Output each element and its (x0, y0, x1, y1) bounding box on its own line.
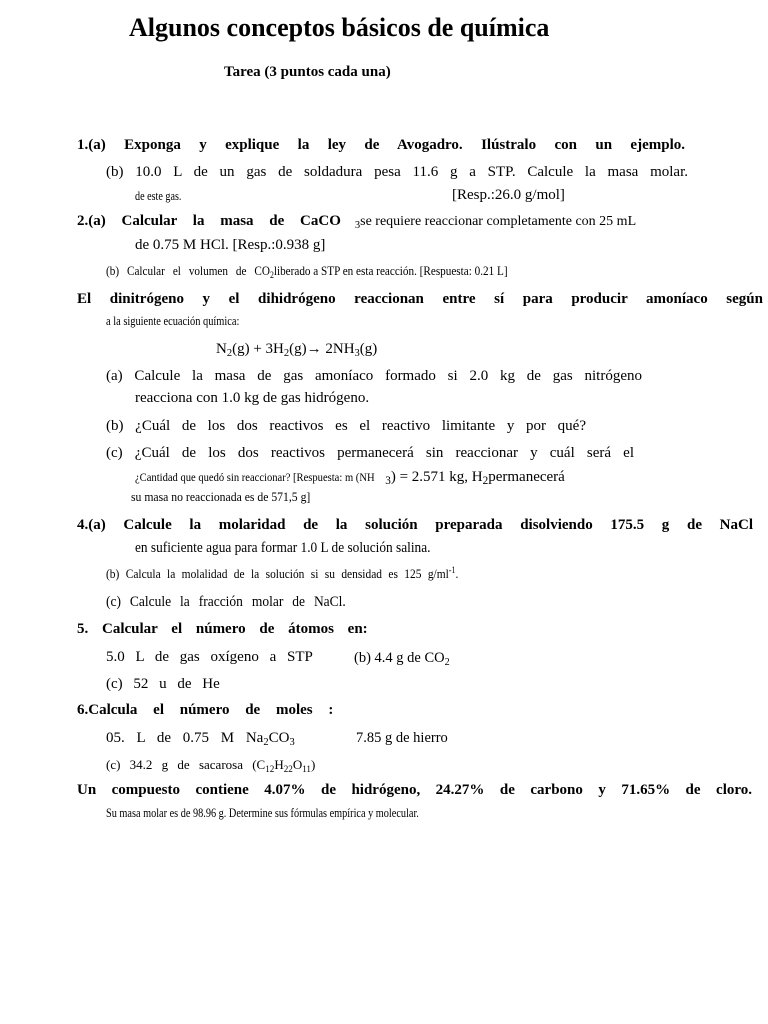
q5-part-c: (c) 52 u de He (106, 676, 220, 692)
q7-statement-cont: Su masa molar es de 98.96 g. Determine sus fórmulas empírica y molecular. (106, 805, 419, 820)
q3-part-a: (a) Calcule la masa de gas amoníaco formado si 2.0 kg de gas nitrógeno (106, 368, 642, 384)
q4-part-b: (b) Calcula la molalidad de la solución si su densidad es 125 $g/ml^{-1}$. (106, 565, 459, 581)
q6-title: 6.Calcula el número de moles : (77, 702, 334, 718)
q6-part-a: 05. L de 0.75 M $Na_2CO_3$ (106, 730, 295, 748)
q2-part-a: 2.(a) Calcular la masa de CaCO $_3$se requiere reaccionar completamente con 25 mL (77, 213, 637, 231)
q5-title: 5. Calcular el número de átomos en: (77, 621, 368, 637)
q1-part-a: 1.(a) Exponga y explique la ley de Avogadro. Ilústralo con un ejemplo. (77, 137, 685, 153)
q5-part-a: 5.0 L de gas oxígeno a STP (106, 649, 313, 665)
q3-part-a-cont: reacciona con 1.0 kg de gas hidrógeno. (135, 390, 370, 406)
q4-part-a: 4.(a) Calcule la molaridad de la solución preparada disolviendo 175.5 g de NaCl (77, 517, 753, 533)
q7-statement: Un compuesto contiene 4.07% de hidrógeno, 24.27% de carbono y 71.65% de cloro. (77, 782, 752, 798)
q3-part-c-answer-cont: su masa no reaccionada es de 571,5 g] (131, 489, 311, 504)
page-title: Algunos conceptos básicos de química (129, 13, 550, 42)
q3-part-b: (b) ¿Cuál de los dos reactivos es el reactivo limitante y por qué? (106, 418, 586, 434)
q5-part-b: (b) 4.4 g de $CO_2$ (354, 650, 450, 668)
q4-part-a-cont: en suficiente agua para formar 1.0 L de solución salina. (135, 540, 431, 556)
q4-part-c: (c) Calcule la fracción molar de NaCl. (106, 594, 346, 610)
q3-part-c: (c) ¿Cuál de los dos reactivos permanecerá sin reaccionar y cuál será el (106, 445, 634, 461)
q6-part-c: (c) 34.2 g de sacarosa $(C_{12}H_{22}O_{11})$ (106, 757, 316, 774)
q3-intro: El dinitrógeno y el dihidrógeno reaccionan entre sí para producir amoníaco según (77, 291, 763, 307)
q6-part-b: 7.85 g de hierro (356, 730, 448, 746)
q1-part-b: (b) 10.0 L de un gas de soldadura pesa 11.6 g a STP. Calcule la masa molar. (106, 164, 688, 180)
q2-part-a-cont: de 0.75 M HCl. [Resp.:0.938 g] (135, 237, 326, 253)
q2-part-b: (b) Calcular el volumen de $CO_2liberado$ a STP en esta reacción. [Respuesta: 0.21 L] (106, 263, 508, 280)
q1-part-b-cont: de este gas. (135, 188, 182, 203)
q3-intro-cont: a la siguiente ecuación química: (106, 313, 240, 328)
page-subtitle: Tarea (3 puntos cada una) (224, 64, 391, 80)
q3-equation: $N_2(g) + 3H_2(g)\to 2NH_3(g)$ (216, 341, 378, 359)
q1-answer: [Resp.:26.0 g/mol] (452, 187, 565, 203)
q3-part-c-answer: ¿Cantidad que quedó sin reaccionar? [Respuesta: m (NH $_3$) = 2.571 kg, $H_2permanecerá$ (135, 469, 565, 487)
